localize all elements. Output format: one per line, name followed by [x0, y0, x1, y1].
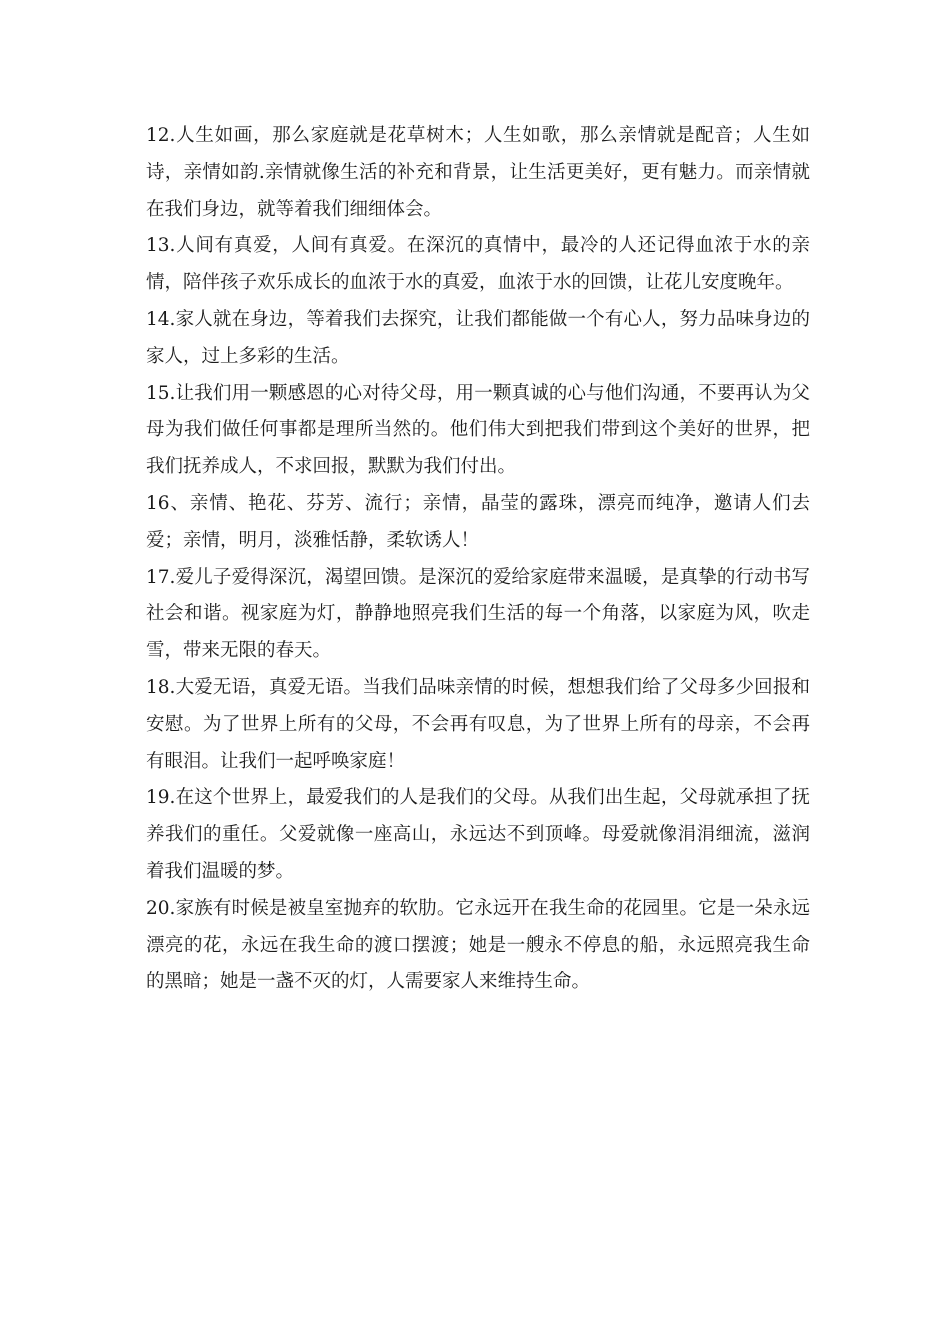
paragraph-14: 14.家人就在身边，等着我们去探究，让我们都能做一个有心人，努力品味身边的家人，过上多彩的生活。	[146, 308, 810, 367]
paragraph-19: 19.在这个世界上，最爱我们的人是我们的父母。从我们出生起，父母就承担了抚养我们的重任。父爱就像一座高山，永远达不到顶峰。母爱就像涓涓细流，滋润着我们温暖的梦。	[146, 787, 810, 882]
paragraph-13: 13.人间有真爱，人间有真爱。在深沉的真情中，最冷的人还记得血浓于水的亲情，陪伴孩子欢乐成长的血浓于水的真爱，血浓于水的回馈，让花儿安度晚年。	[146, 235, 810, 294]
paragraph-17: 17.爱儿子爱得深沉，渴望回馈。是深沉的爱给家庭带来温暖，是真挚的行动书写社会和谐。视家庭为灯，静静地照亮我们生活的每一个角落，以家庭为风，吹走雪，带来无限的春天。	[146, 566, 810, 662]
paragraph-15: 15.让我们用一颗感恩的心对待父母，用一颗真诚的心与他们沟通，不要再认为父母为我们做任何事都是理所当然的。他们伟大到把我们带到这个美好的世界，把我们抚养成人，不求回报，默默为我们付出。	[146, 382, 810, 478]
paragraph-16: 16、亲情、艳花、芬芳、流行；亲情，晶莹的露珠，漂亮而纯净，邀请人们去爱；亲情，明月，淡雅恬静，柔软诱人！	[146, 492, 810, 551]
paragraph-12: 12.人生如画，那么家庭就是花草树木；人生如歌，那么亲情就是配音；人生如诗，亲情如韵.亲情就像生活的补充和背景，让生活更美好，更有魅力。而亲情就在我们身边，就等着我们细细体会。	[146, 125, 810, 220]
paragraph-20: 20.家族有时候是被皇室抛弃的软肋。它永远开在我生命的花园里。它是一朵永远漂亮的花，永远在我生命的渡口摆渡；她是一艘永不停息的船，永远照亮我生命的黑暗；她是一盏不灭的灯，人需要家人来维持生命。	[146, 897, 810, 993]
document-body	[146, 118, 810, 1001]
paragraph-18: 18.大爱无语，真爱无语。当我们品味亲情的时候，想想我们给了父母多少回报和安慰。为了世界上所有的父母，不会再有叹息，为了世界上所有的母亲，不会再有眼泪。让我们一起呼唤家庭！	[146, 676, 810, 772]
